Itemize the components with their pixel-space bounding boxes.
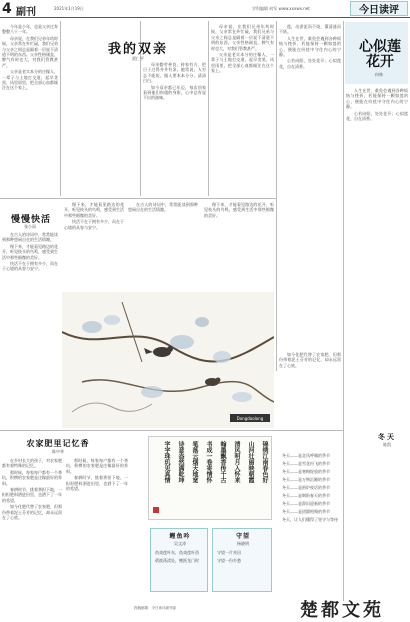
article-paragraph: 春耕时节，挑着粪担下地，一担担肥料洒进田里，也洒下了一年的希望。 — [66, 475, 128, 492]
article-title: 农家肥里记忆香 — [26, 438, 90, 448]
article-byline: 张小雨 — [24, 224, 36, 229]
calligraphy-column: 清风明月入怀来 — [233, 441, 240, 483]
poem-line: 冬天——是辞旧迎新的季节 — [282, 501, 330, 506]
article-paragraph: 母亲勤劳善良，持家有方，把日子过得井井有条。她常说，人穷志不能短，做人要本本分分、清清白白。 — [143, 62, 206, 84]
article-paragraph: 在古人的诗词中，常常能读到那种悠闲自在的生活情趣。 — [2, 232, 58, 243]
calligraphy-column: 山河壮丽映朝霞 — [247, 441, 254, 483]
article-title: 我的双亲 — [107, 42, 168, 57]
article-paragraph: 那时候，每家每户都有一个粪坑，积攒的农家肥是庄稼最好的养料。 — [66, 458, 128, 474]
article-paragraph: 如今双亲都已年迈，每次回家看到他们佝偻的身影，心中总有说不出的滋味。 — [143, 84, 206, 101]
article-paragraph: 人生在世，难免会遇到各种烦恼与挫折，若能保持一颗如莲的心，便能在纷扰中守住内心的宁静。 — [346, 88, 408, 110]
poem-line: 冬天——是期盼春天的季节 — [282, 493, 330, 498]
poem-line: 冬天——是团圆相聚的季节 — [282, 509, 330, 514]
article-paragraph: 如今化肥代替了农家肥，但那份带着泥土芬芳的记忆，却永远留在了心底。 — [279, 352, 341, 368]
sidebar-byline: 何林 — [375, 72, 383, 77]
calligraphy-column: 字字珠玑见真情 — [163, 441, 170, 483]
poem-box — [150, 528, 208, 592]
poem-byline: 吴文涛 — [174, 541, 186, 546]
calligraphy-column: 翰墨飘香传千古 — [219, 441, 226, 483]
article-paragraph: 父亲是老实本分的庄稼人，一辈子与土地打交道，起早贪黑，风里雨里，把全部心血都倾注在这个家上。 — [211, 52, 274, 74]
article-paragraph: 心若向阳，处处花开；心似莲花，自在清香。 — [279, 58, 341, 69]
article-paragraph: 那时候，每家每户都有一个粪坑，积攒的农家肥是庄稼最好的养料。 — [2, 469, 62, 486]
article-paragraph: 心若向阳，处处花开；心似莲花，自在清香。 — [346, 110, 408, 122]
article-body — [279, 24, 341, 348]
article-byline: 陈中华 — [52, 449, 64, 454]
article-paragraph: 慢下来，才能看见路边的花开，听见枝头的鸟鸣，感受到生活中那些细微的美好。 — [64, 202, 124, 218]
poem-line: 冬天——是围炉夜话的季节 — [282, 485, 330, 490]
issue-date: 2021年1月19日 — [54, 6, 84, 11]
article-body — [2, 24, 58, 196]
page-number: 4 — [2, 1, 12, 17]
article-body — [204, 202, 274, 292]
article-paragraph: 人生在世，难免会遇到各种烦恼与挫折，若能保持一颗如莲的心，便能在纷扰中守住内心的宁静。 — [279, 35, 341, 58]
article-body — [128, 202, 198, 292]
poem-line: 守望一份乡愁 — [217, 558, 241, 563]
article-body — [211, 24, 274, 196]
poem-body — [155, 549, 207, 565]
sidebar-title: 心似莲花开 — [359, 39, 401, 70]
painting-watermark: Dongdaolong — [230, 414, 270, 422]
poem-line: 冬天——是万物沉睡的季节 — [282, 477, 330, 482]
masthead — [0, 0, 410, 18]
footer-note: 投稿邮箱：今日读评副刊部 — [134, 606, 176, 610]
article-body — [2, 458, 62, 618]
article-paragraph: 快活不在于拥有多少，而在于心境的从容与安宁。 — [2, 261, 58, 272]
article-body — [2, 232, 58, 428]
article-paragraph: 快活不在于拥有多少，而在于心境的从容与安宁。 — [64, 219, 124, 230]
poem-line: 守望一片麦田 — [217, 550, 241, 555]
article-body — [66, 458, 128, 618]
article-byline: 贾仁平 — [132, 56, 144, 61]
poem-title: 鲤鱼吟 — [169, 533, 191, 540]
article-paragraph: 在古人的诗词中，常常能读到那种悠闲自在的生活情趣。 — [128, 202, 198, 213]
article-paragraph: 如今化肥代替了农家肥，但那份带着泥土芬芳的记忆，却永远留在了心底。 — [2, 504, 62, 521]
article-paragraph: 母亲说，在我们兄弟年幼时候，父亲常在外忙碌，我们兄弟与父亲之间总是隔着一层说不清道不明的东西。父亲性格刚直，脾气有时也大，对我们管教甚严。 — [2, 35, 58, 68]
poem-byline: 陈凯 — [383, 442, 391, 447]
poem-line: 冬天——是雪花纷飞的季节 — [282, 461, 330, 466]
article-paragraph: 慢下来，才能看见路边的花开，听见枝头的鸟鸣，感受到生活中那些细微的美好。 — [204, 202, 274, 218]
article-paragraph: 母亲说，在我们兄弟年幼时候，父亲常在外忙碌，我们兄弟与父亲之间总是隔着一层说不清道不明的东西。父亲性格刚直，脾气有时也大，对我们管教甚严。 — [211, 24, 274, 51]
article-title: 慢慢快活 — [10, 215, 51, 225]
poem-line: 冬天——是北风呼啸的季节 — [282, 453, 330, 458]
poem-title: 守望 — [235, 533, 250, 540]
newspaper-logo: 今日读评 — [350, 1, 408, 16]
article-paragraph: 今年是小年，也是父亲过寿整整八十一年。 — [2, 24, 58, 35]
article-paragraph: 在乡村长大的孩子，对农家肥都有着特殊的记忆。 — [2, 458, 62, 469]
column-divider — [60, 21, 61, 196]
poem-byline: 杨晓明 — [237, 541, 249, 546]
article-paragraph: 慢下来，才能看见路边的花开，听见枝头的鸟鸣，感受到生活中那些细微的美好。 — [2, 243, 58, 260]
section-divider — [0, 430, 343, 431]
poem-body — [217, 549, 271, 565]
article-body — [346, 88, 408, 428]
article-body — [64, 202, 124, 292]
article-body — [143, 62, 206, 196]
poem-box — [212, 528, 272, 592]
article-body — [132, 436, 148, 616]
column-brand: 楚都文苑 — [300, 600, 384, 621]
poem-title: 冬天 — [378, 432, 396, 441]
ink-painting — [62, 292, 274, 428]
section-divider — [0, 198, 276, 199]
editor-meta: 学科编辑 何军 www.xxxwx.net — [252, 6, 310, 11]
calligraphy-column: 锦绣江南春色好 — [261, 441, 268, 483]
bird-shape — [144, 346, 173, 357]
calligraphy-column: 书成一卷寄情怀 — [205, 441, 212, 483]
bird-flower-painting — [62, 292, 274, 428]
section-name: 副刊 — [16, 7, 36, 18]
calligraphy-column: 诗意盎然满乾坤 — [177, 441, 184, 483]
seal-stamp — [153, 507, 159, 513]
column-divider — [208, 21, 209, 196]
article-paragraph: 父亲是老实本分的庄稼人，一辈子与土地打交道，起早贪黑，风里雨里，把全部心血都倾注在这个家上。 — [2, 69, 58, 91]
article-body — [279, 352, 341, 428]
article-paragraph: 莲，出淤泥而不染，濯清涟而不妖。 — [279, 24, 341, 35]
article-paragraph: 春耕时节，挑着粪担下地，一担担肥料洒进田里，也洒下了一年的希望。 — [2, 487, 62, 503]
column-divider — [276, 21, 277, 371]
poem-line: 冬天，让人们懂得了坚守与等待 — [282, 517, 338, 522]
calligraphy-artwork — [148, 436, 272, 520]
poem-line: 碧波荡漾处，鲤跃龙门时 — [155, 558, 199, 563]
poem-line: 冬天——是寒梅绽放的季节 — [282, 469, 330, 474]
calligraphy-column: 笔落云烟天地宽 — [191, 441, 198, 483]
poem-body — [282, 452, 408, 524]
poem-line: 鱼戏莲叶东，鱼戏莲叶西 — [155, 550, 199, 555]
